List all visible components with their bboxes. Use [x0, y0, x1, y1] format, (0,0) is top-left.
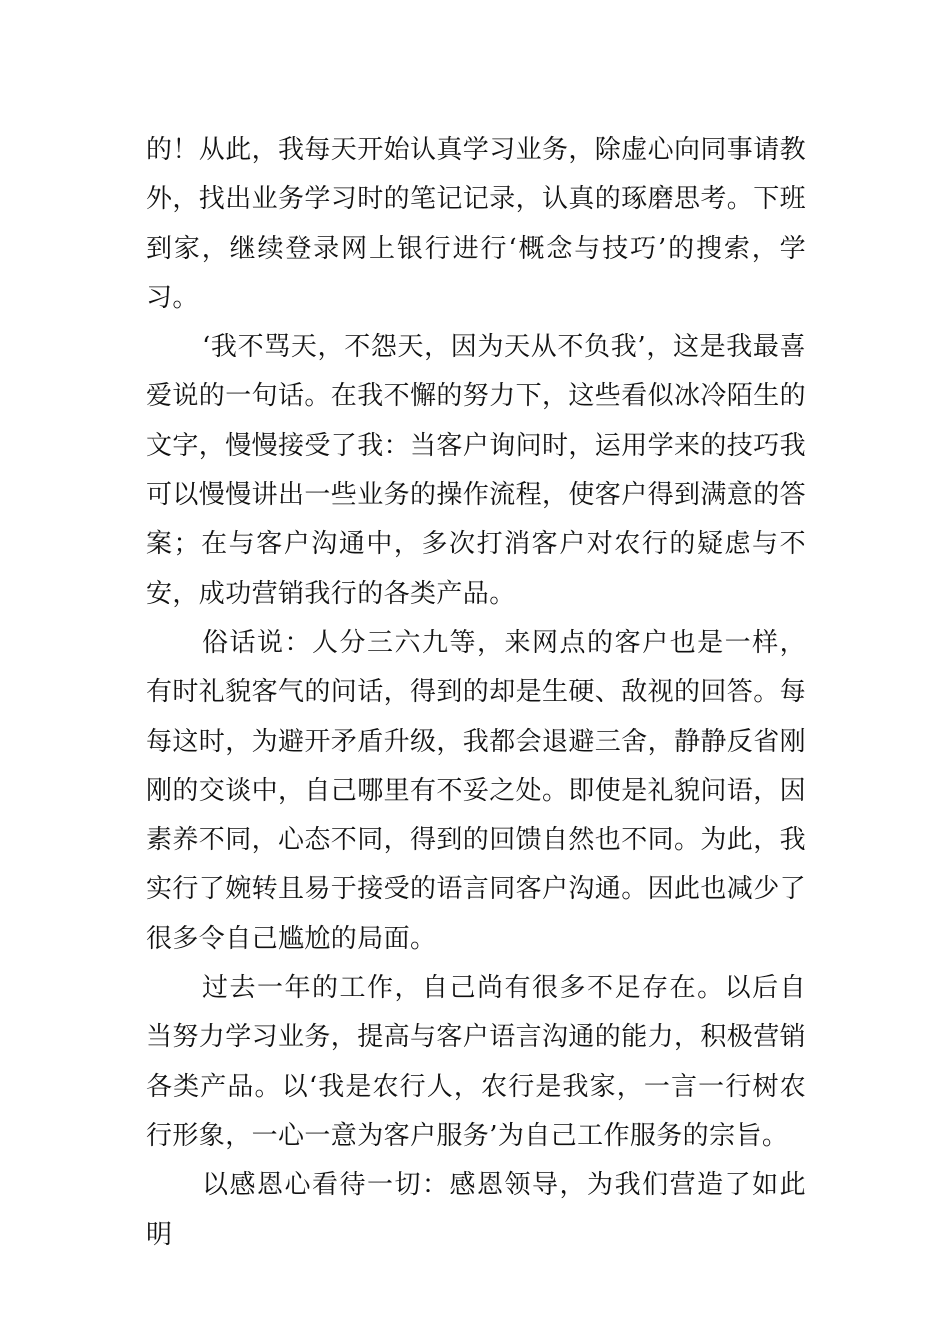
paragraph-1: 的！从此，我每天开始认真学习业务，除虚心向同事请教外，找出业务学习时的笔记记录，认真的琢磨思考。下班到家，继续登录网上银行进行‘概念与技巧’的搜索，学习。	[146, 135, 807, 313]
document-body	[146, 126, 806, 1260]
paragraph-4: 过去一年的工作，自己尚有很多不足存在。以后自当努力学习业务，提高与客户语言沟通的能力，积极营销各类产品。以‘我是农行人，农行是我家，一言一行树农行形象，一心一意为客户服务’为自己工作服务的宗旨。	[146, 973, 807, 1151]
paragraph-3: 俗话说：人分三六九等，来网点的客户也是一样，有时礼貌客气的问话，得到的却是生硬、敌视的回答。每每这时，为避开矛盾升级，我都会退避三舍，静静反省刚刚的交谈中，自己哪里有不妥之处。即使是礼貌问语，因素养不同，心态不同，得到的回馈自然也不同。为此，我实行了婉转且易于接受的语言同客户沟通。因此也减少了很多令自己尴尬的局面。	[146, 627, 807, 954]
paragraph-2: ‘我不骂天，不怨天，因为天从不负我’，这是我最喜爱说的一句话。在我不懈的努力下，这些看似冰冷陌生的文字，慢慢接受了我：当客户询问时，运用学来的技巧我可以慢慢讲出一些业务的操作流程，使客户得到满意的答案；在与客户沟通中，多次打消客户对农行的疑虑与不安，成功营销我行的各类产品。	[146, 332, 807, 609]
paragraph-5: 以感恩心看待一切：感恩领导，为我们营造了如此明	[146, 1170, 806, 1250]
